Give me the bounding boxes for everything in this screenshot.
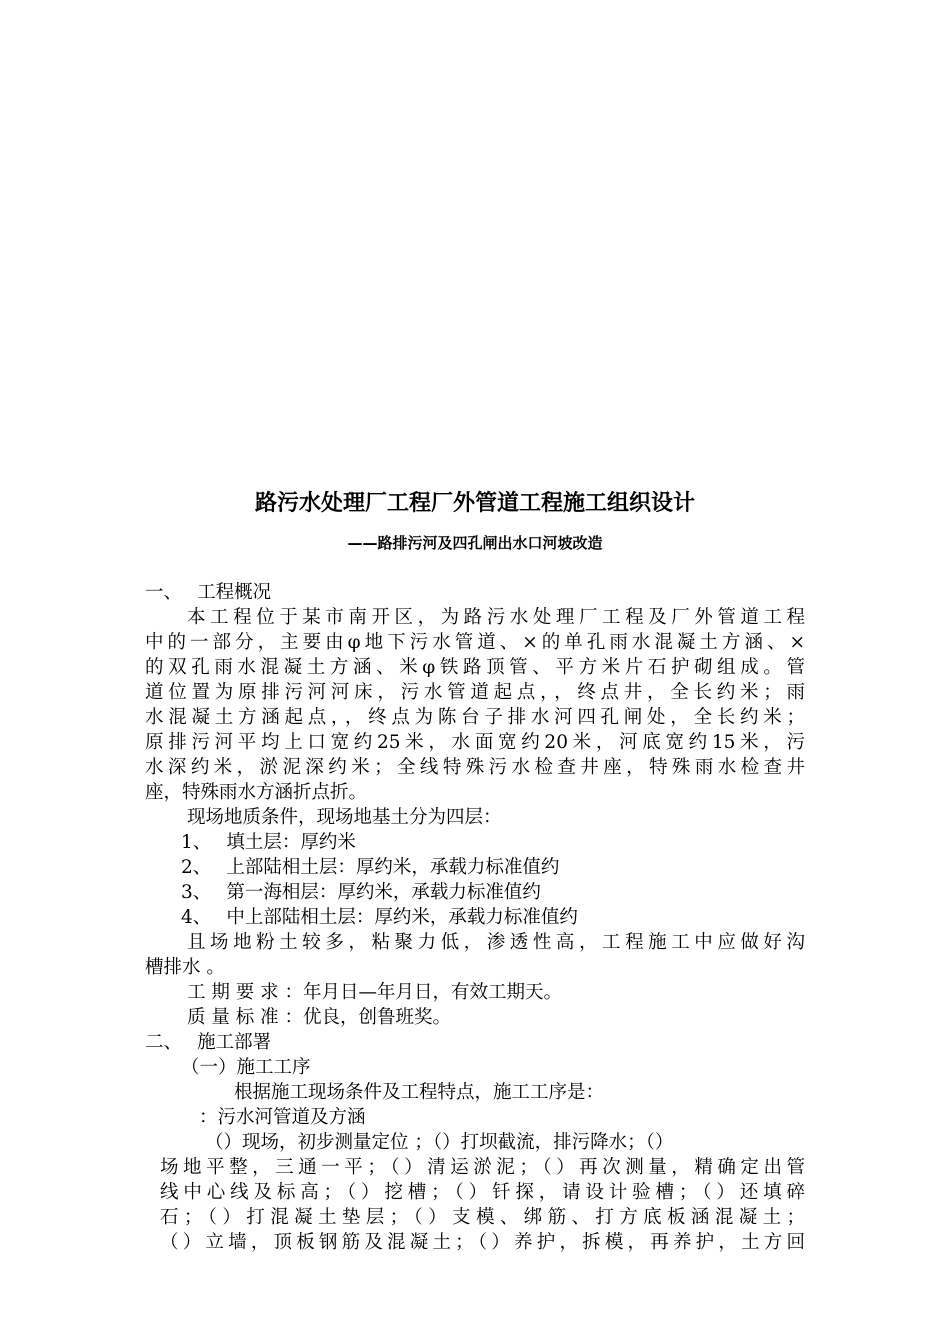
schedule-line: 工 期 要 求 ：年月日—年月日，有效工期天。	[187, 982, 563, 1003]
list-item: 1、 填土层：厚约米	[181, 832, 356, 853]
paragraph-line: 道位置为原排污河河床，污水管道起点，，终点井，全长约米；雨	[145, 682, 805, 703]
list-item: 4、 中上部陆相土层：厚约米，承载力标准值约	[181, 907, 578, 928]
document-title: 路污水处理厂工程厂外管道工程施工组织设计	[254, 491, 695, 516]
paragraph-line: 的双孔雨水混凝土方涵、米φ铁路顶管、平方米片石护砌组成。管	[145, 657, 805, 678]
paragraph-line: 本工程位于某市南开区，为路污水处理厂工程及厂外管道工程	[187, 607, 805, 628]
paragraph-line: 现场地质条件，现场地基土分为四层：	[187, 807, 502, 828]
quality-line: 质 量 标 准 ：优良，创鲁班奖。	[187, 1007, 452, 1028]
paragraph-line: 座，特殊雨水方涵折点折。	[145, 782, 368, 803]
section-heading-2: 二、 施工部署	[145, 1032, 272, 1053]
paragraph-line: 原排污河平均上口宽约25米，水面宽约20米，河底宽约15米，污	[145, 732, 805, 753]
paragraph-line: 水深约米，淤泥深约米；全线特殊污水检查井座，特殊雨水检查井	[145, 757, 805, 778]
subsection-heading: （一）施工工序	[181, 1057, 311, 1078]
paragraph-line: 根据施工现场条件及工程特点，施工工序是：	[234, 1082, 605, 1103]
list-item: 3、 第一海相层：厚约米，承载力标准值约	[181, 882, 541, 903]
paragraph-line: 且场地粉土较多，粘聚力低，渗透性高，工程施工中应做好沟	[187, 932, 805, 953]
paragraph-line: （）立墙，顶板钢筋及混凝土；（）养护，拆模，再养护，土方回	[160, 1232, 805, 1253]
section-heading-1: 一、 工程概况	[145, 582, 272, 603]
paragraph-line: 石；（）打混凝土垫层；（）支模、绑筋、打方底板涵混凝土；	[160, 1207, 805, 1228]
paragraph-line: 槽排水 。	[145, 957, 225, 978]
paragraph-line: 中的一部分，主要由φ地下污水管道、×的单孔雨水混凝土方涵、×	[145, 632, 805, 653]
paragraph-line: 场地平整，三通一平；（）清运淤泥；（）再次测量，精确定出管	[160, 1157, 805, 1178]
document-subtitle: ——路排污河及四孔闸出水口河坡改造	[347, 534, 603, 552]
paragraph-line: ：污水河管道及方涵	[199, 1107, 366, 1128]
list-item: 2、 上部陆相土层：厚约米，承载力标准值约	[181, 857, 560, 878]
paragraph-line: 水混凝土方涵起点，，终点为陈台子排水河四孔闸处，全长约米；	[145, 707, 805, 728]
paragraph-line: 线中心线及标高；（）挖槽；（）钎探，请设计验槽；（）还填碎	[160, 1182, 805, 1203]
paragraph-line: （）现场，初步测量定位 ；（）打坝截流，排污降水；（）	[205, 1132, 674, 1153]
